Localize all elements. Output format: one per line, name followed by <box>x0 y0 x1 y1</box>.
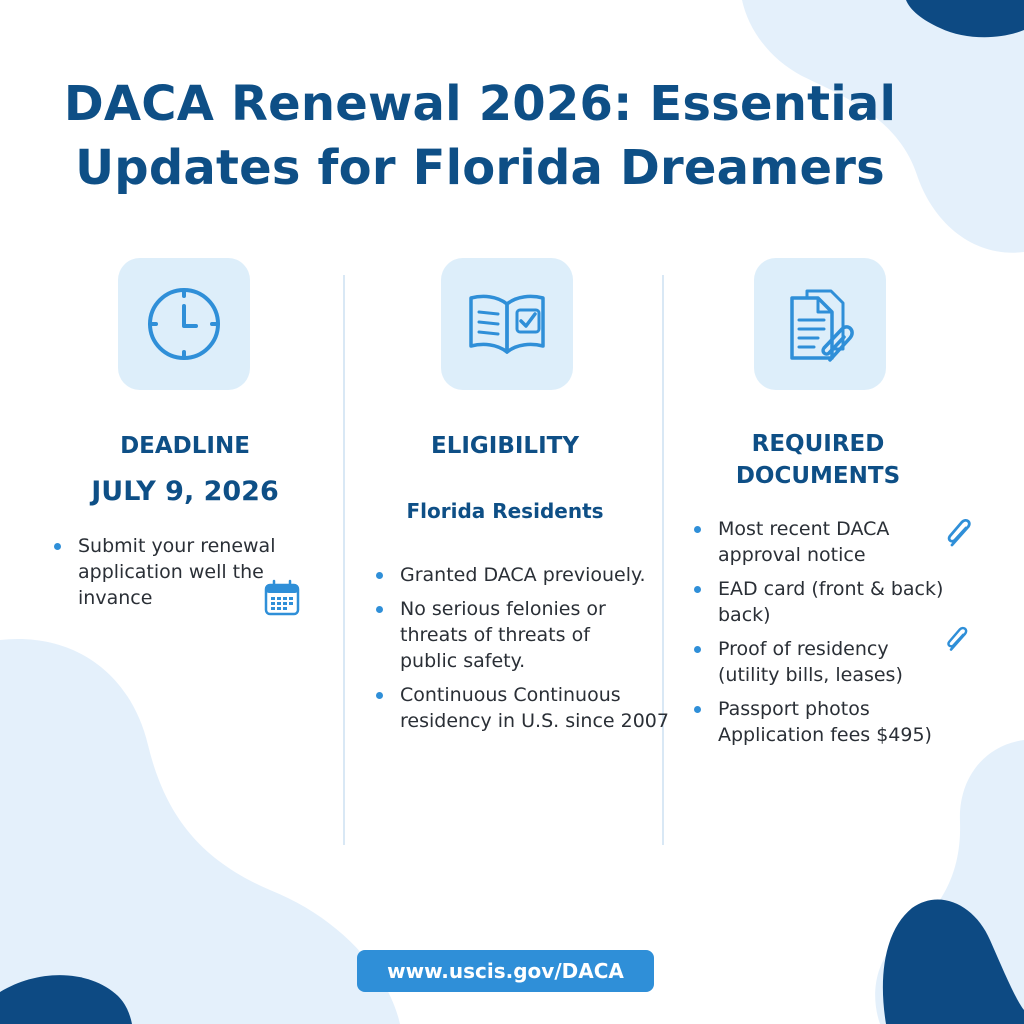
deadline-icon-tile <box>118 258 250 390</box>
list-item: Granted DACA previouely. <box>374 562 674 588</box>
deadline-date: JULY 9, 2026 <box>91 476 279 507</box>
title-line-1: DACA Renewal 2026: Essential <box>63 76 897 132</box>
eligibility-list <box>374 562 674 742</box>
uscis-url-link[interactable]: www.uscis.gov/DACA <box>357 950 654 992</box>
eligibility-icon-tile <box>441 258 573 390</box>
clock-icon <box>142 282 226 366</box>
list-item: Submit your renewal application well the invance <box>52 533 280 611</box>
documents-heading <box>693 428 943 492</box>
calendar-icon <box>262 578 302 618</box>
title-line-2: Updates for Florida Dreamers <box>75 140 885 196</box>
column-divider-2 <box>662 275 664 845</box>
deadline-list <box>52 533 280 619</box>
documents-heading-line-1: REQUIRED <box>751 431 885 457</box>
paperclip-icon <box>944 626 972 654</box>
open-book-check-icon <box>465 282 549 366</box>
list-item: Continuous Continuous residency in U.S. since 2007 <box>374 682 674 734</box>
documents-paperclip-icon <box>778 282 862 366</box>
column-divider-1 <box>343 275 345 845</box>
list-item: EAD card (front & back) back) <box>692 576 958 628</box>
blob-bottom-left-light <box>0 639 400 1024</box>
page-title <box>0 72 960 200</box>
list-item: Passport photos Application fees $495) <box>692 696 958 748</box>
list-item: Proof of residency (utility bills, leases) <box>692 636 918 688</box>
deadline-heading: DEADLINE <box>120 433 250 459</box>
documents-list <box>692 516 942 756</box>
eligibility-subheading: Florida Residents <box>406 499 604 523</box>
paperclip-icon <box>944 518 976 550</box>
list-item: Most recent DACA approval notice <box>692 516 908 568</box>
documents-icon-tile <box>754 258 886 390</box>
list-item: No serious felonies or threats of threats of public safety. <box>374 596 630 674</box>
eligibility-heading: ELIGIBILITY <box>430 433 579 459</box>
documents-heading-line-2: DOCUMENTS <box>735 463 901 489</box>
